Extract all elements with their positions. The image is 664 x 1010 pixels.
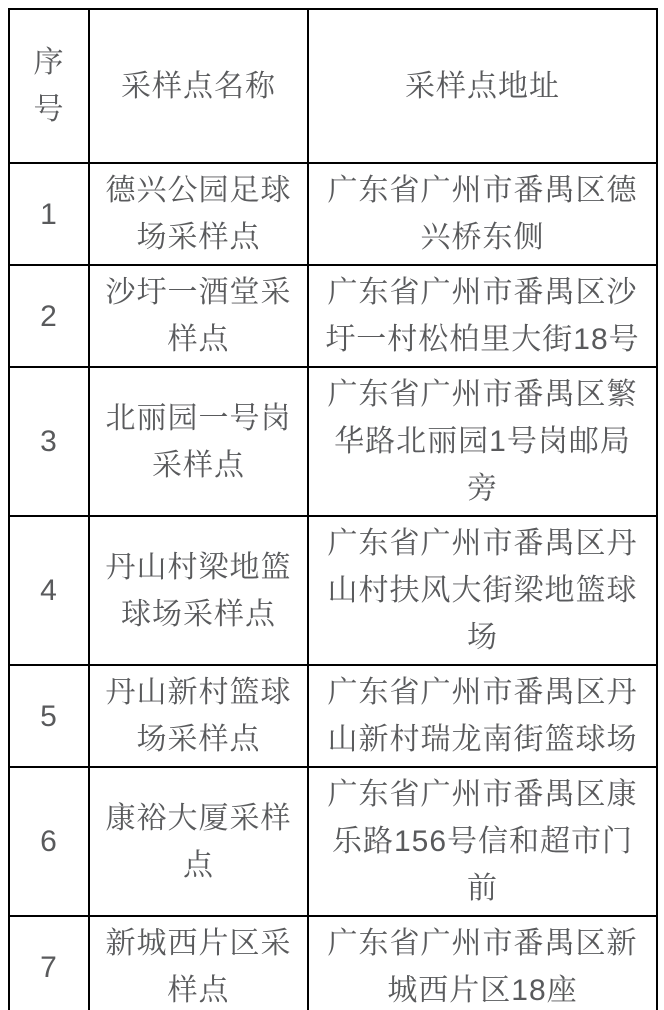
table-row: [9, 367, 657, 516]
table-row: [9, 163, 657, 265]
row-number-cell: 6: [9, 767, 89, 916]
table-row: [9, 265, 657, 367]
site-address-cell: 广东省广州市番禺区德兴桥东侧: [308, 163, 657, 265]
column-header-address: 采样点地址: [308, 9, 657, 163]
site-name-cell: 德兴公园足球场采样点: [89, 163, 308, 265]
sampling-points-table: [8, 8, 658, 1010]
table-row: [9, 767, 657, 916]
row-number-cell: 2: [9, 265, 89, 367]
row-number-cell: 3: [9, 367, 89, 516]
row-number-cell: 7: [9, 916, 89, 1010]
site-name-cell: 康裕大厦采样点: [89, 767, 308, 916]
site-name-cell: 新城西片区采样点: [89, 916, 308, 1010]
site-name-cell: 丹山村梁地篮球场采样点: [89, 516, 308, 665]
site-address-cell: 广东省广州市番禺区繁华路北丽园1号岗邮局旁: [308, 367, 657, 516]
site-name-cell: 沙圩一酒堂采样点: [89, 265, 308, 367]
row-number-cell: 4: [9, 516, 89, 665]
site-address-cell: 广东省广州市番禺区新城西片区18座: [308, 916, 657, 1010]
table-row: [9, 665, 657, 767]
site-name-cell: 丹山新村篮球场采样点: [89, 665, 308, 767]
table-row: [9, 516, 657, 665]
row-number-cell: 5: [9, 665, 89, 767]
table-body: [9, 163, 657, 1010]
table-row: [9, 916, 657, 1010]
site-address-cell: 广东省广州市番禺区丹山新村瑞龙南街篮球场: [308, 665, 657, 767]
site-address-cell: 广东省广州市番禺区沙圩一村松柏里大街18号: [308, 265, 657, 367]
table-header: [9, 9, 657, 163]
column-header-name: 采样点名称: [89, 9, 308, 163]
site-address-cell: 广东省广州市番禺区康乐路156号信和超市门前: [308, 767, 657, 916]
row-number-cell: 1: [9, 163, 89, 265]
column-header-number: 序号: [9, 9, 89, 163]
site-address-cell: 广东省广州市番禺区丹山村扶风大街梁地篮球场: [308, 516, 657, 665]
site-name-cell: 北丽园一号岗采样点: [89, 367, 308, 516]
header-row: [9, 9, 657, 163]
